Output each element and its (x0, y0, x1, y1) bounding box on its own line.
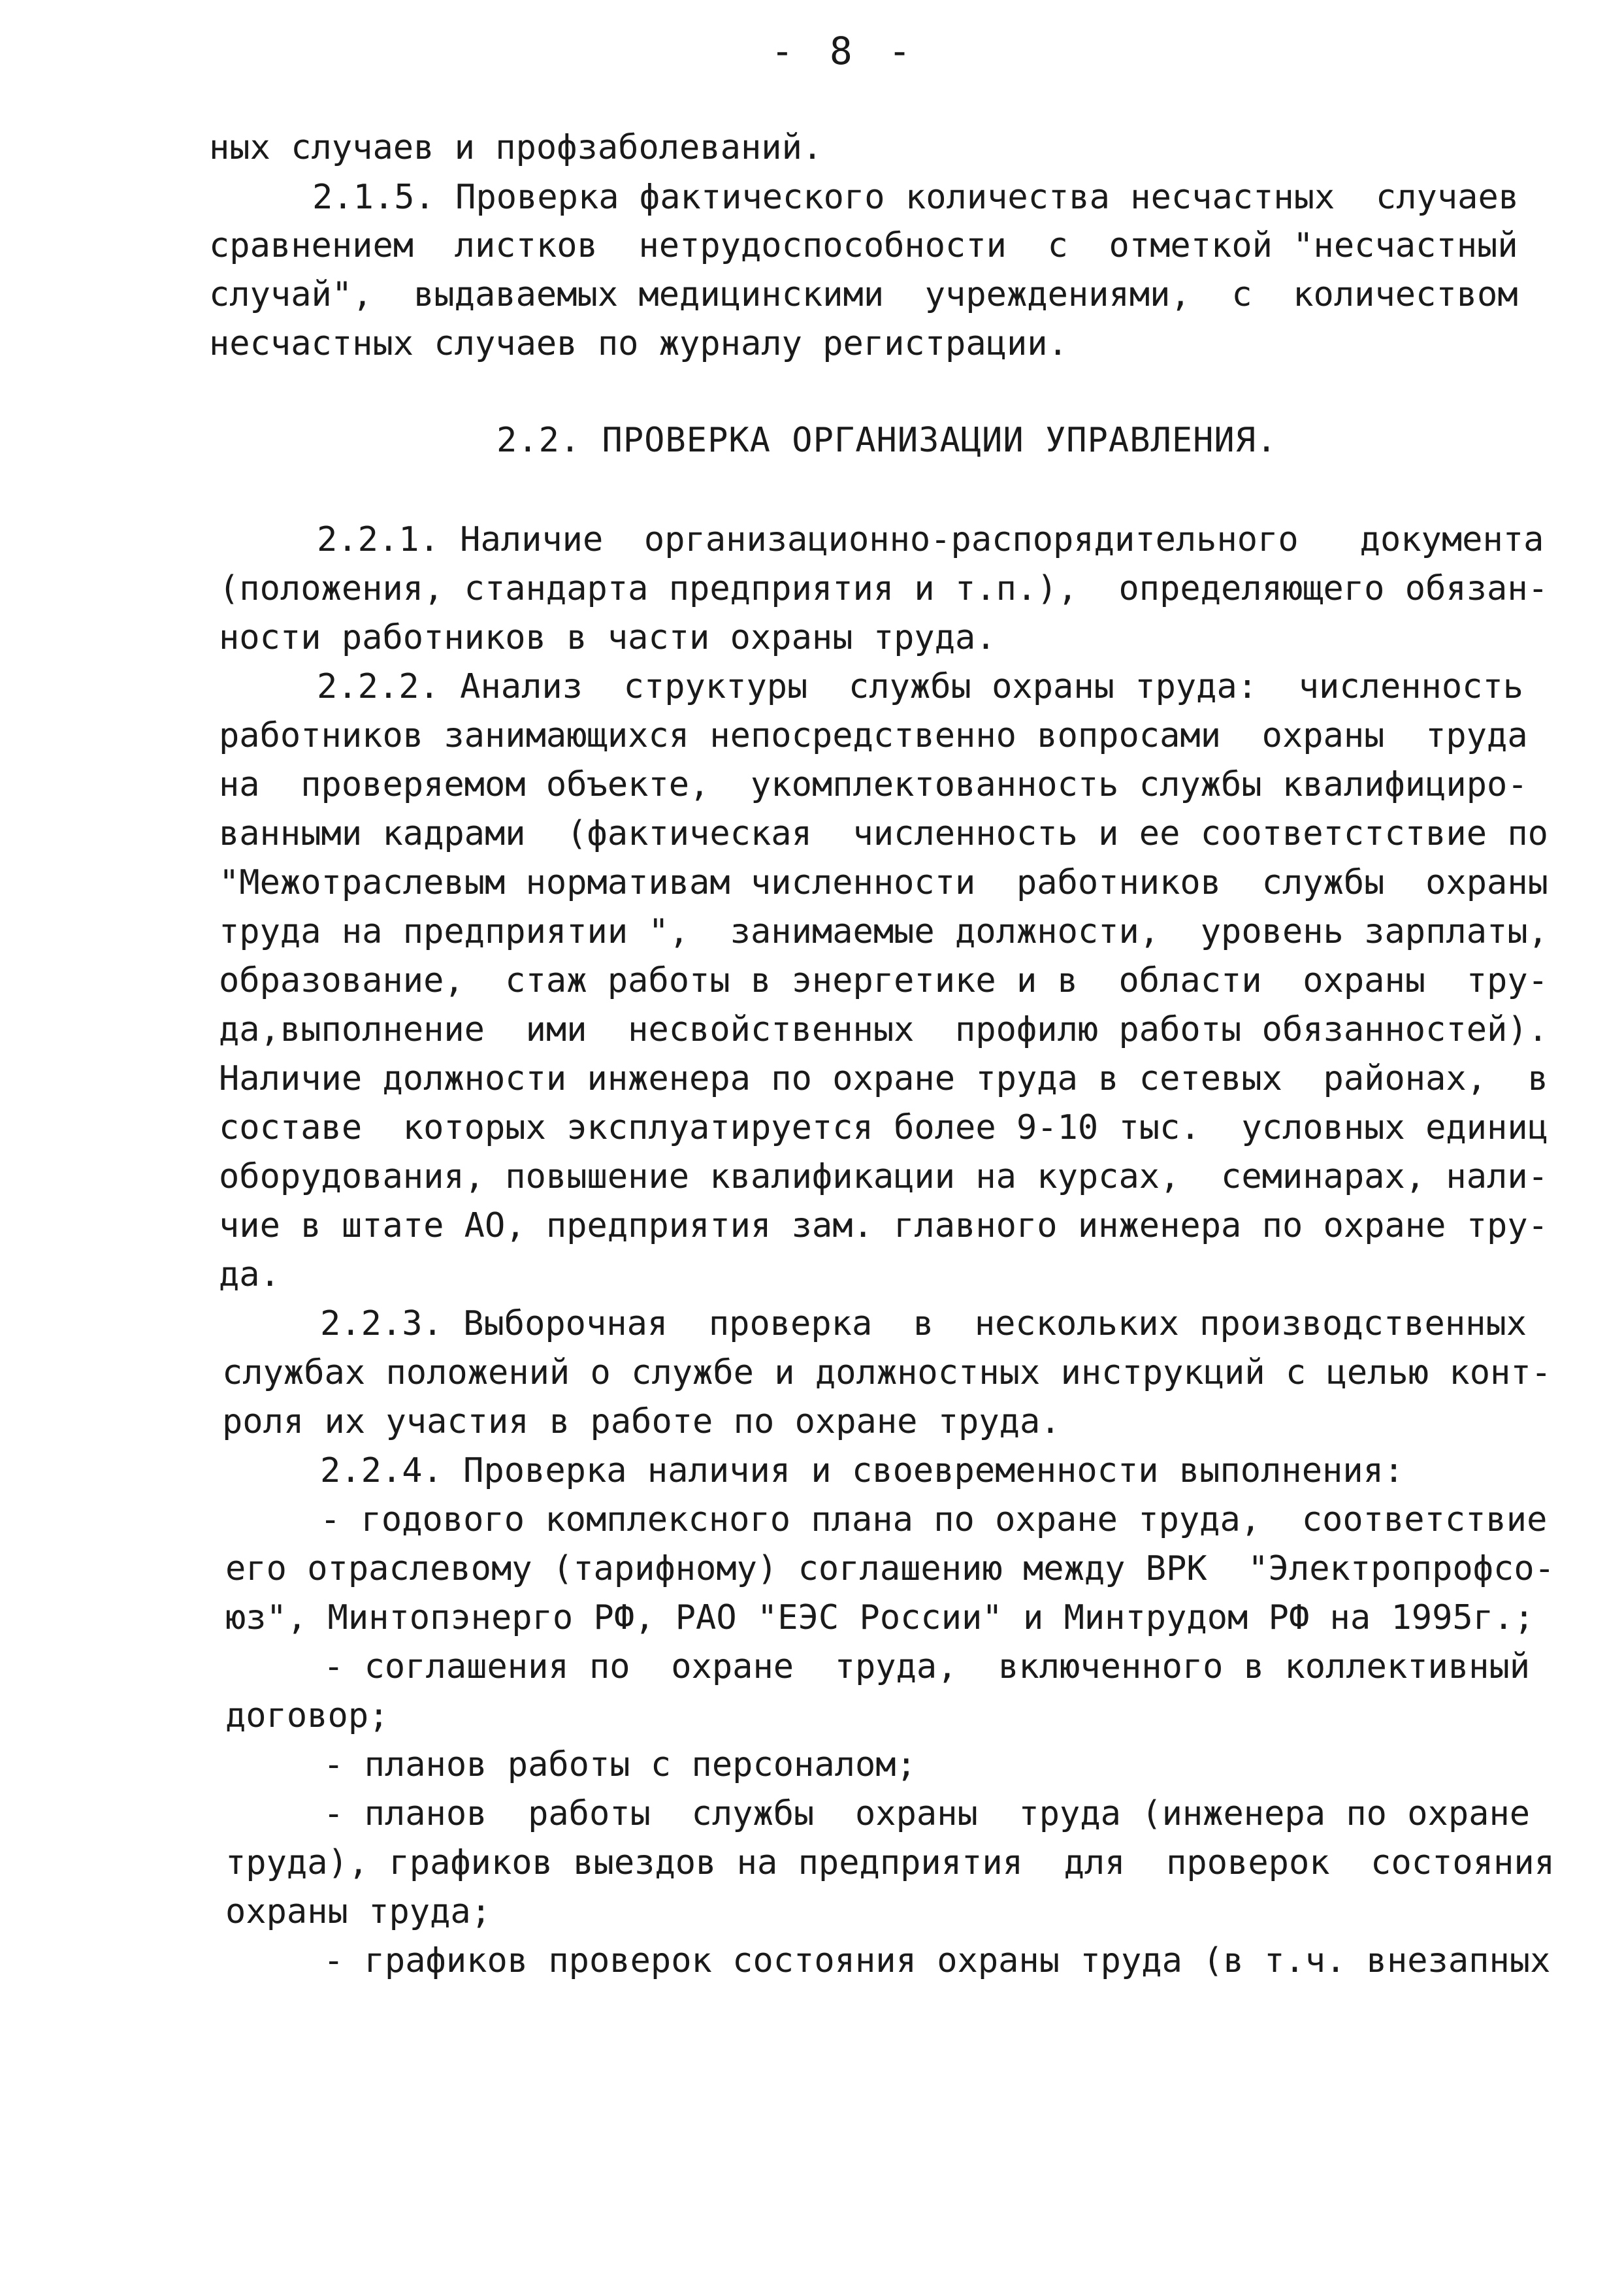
text-line: 2.2.2. Анализ структуры службы охраны труда: численность (317, 667, 1524, 706)
text-line: 2.2.1. Наличие организационно-распорядительного документа (317, 520, 1544, 559)
section-heading: 2.2. ПРОВЕРКА ОРГАНИЗАЦИИ УПРАВЛЕНИЯ. (496, 421, 1278, 460)
text-line: 2.2.3. Выборочная проверка в нескольких производственных (320, 1304, 1527, 1343)
text-line: 2.1.5. Проверка фактического количества несчастных случаев (312, 178, 1519, 217)
text-line: - планов работы службы охраны труда (инженера по охране (323, 1794, 1531, 1833)
text-line: ных случаев и профзаболеваний. (209, 128, 823, 167)
text-line: ванными кадрами (фактическая численность и ее соответстствие по (219, 814, 1548, 853)
text-line: роля их участия в работе по охране труда. (222, 1402, 1061, 1441)
text-line: да. (219, 1255, 280, 1294)
text-line: его отраслевому (тарифному) соглашению между ВРК "Электропрофсо- (225, 1549, 1555, 1588)
text-line: да,выполнение ими несвойственных профилю работы обязанностей). (219, 1010, 1548, 1049)
text-line: - планов работы с персоналом; (323, 1745, 917, 1784)
text-line: труда на предприятии ", занимаемые должности, уровень зарплаты, (219, 912, 1548, 951)
text-line: (положения, стандарта предприятия и т.п.), определяющего обязан- (219, 569, 1548, 608)
text-line: образование, стаж работы в энергетике и в области охраны тру- (219, 961, 1548, 1000)
page-number: - 8 - (771, 29, 918, 73)
text-line: чие в штате АО, предприятия зам. главного инженера по охране тру- (219, 1206, 1548, 1245)
text-line: юз", Минтопэнерго РФ, РАО "ЕЭС России" и Минтрудом РФ на 1995г.; (225, 1598, 1535, 1637)
text-line: службах положений о службе и должностных инструкций с целью конт- (222, 1353, 1551, 1392)
text-line: - годового комплексного плана по охране труда, соответствие (320, 1500, 1548, 1539)
text-line: Наличие должности инженера по охране труда в сетевых районах, в (219, 1059, 1548, 1098)
text-line: охраны труда; (225, 1892, 491, 1931)
text-line: - графиков проверок состояния охраны труда (в т.ч. внезапных (323, 1941, 1551, 1980)
text-line: труда), графиков выездов на предприятия для проверок состояния (225, 1843, 1555, 1882)
text-line: ности работников в части охраны труда. (219, 618, 996, 657)
text-line: составе которых эксплуатируется более 9-10 тыс. условных единиц (219, 1108, 1548, 1147)
text-line: 2.2.4. Проверка наличия и своевременности выполнения: (320, 1451, 1405, 1490)
text-line: работников занимающихся непосредственно вопросами охраны труда (219, 716, 1528, 755)
text-line: - соглашения по охране труда, включенного в коллективный (323, 1647, 1531, 1686)
text-line: оборудования, повышение квалификации на курсах, семинарах, нали- (219, 1157, 1548, 1196)
text-line: сравнением листков нетрудоспособности с отметкой "несчастный (209, 226, 1518, 265)
text-line: договор; (225, 1696, 389, 1735)
text-line: несчастных случаев по журналу регистрации. (209, 324, 1068, 363)
text-line: "Межотраслевым нормативам численности работников службы охраны (219, 863, 1548, 902)
text-line: случай", выдаваемых медицинскими учреждениями, с количеством (209, 275, 1518, 314)
text-line: на проверяемом объекте, укомплектованность службы квалифициро- (219, 765, 1528, 804)
